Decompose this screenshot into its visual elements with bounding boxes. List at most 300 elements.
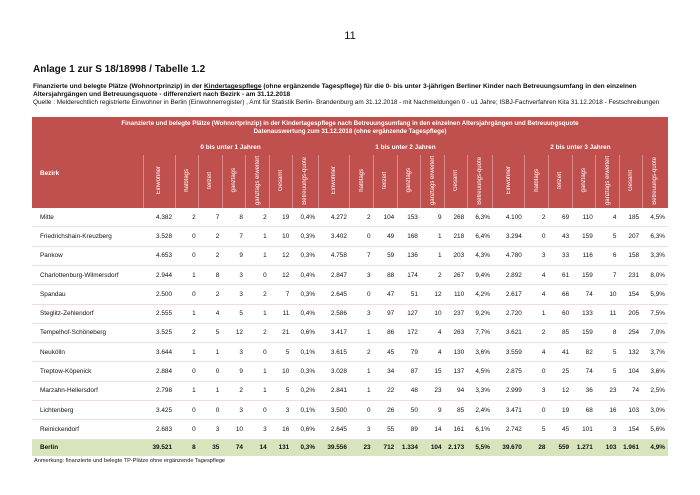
table-cell: 85 [548,323,572,342]
table-cell: 0 [350,285,374,304]
column-header-label: Gesamt [277,170,284,192]
table-cell: 2 [199,285,223,304]
table-cell: 0 [350,401,374,420]
table-cell: 74 [572,285,596,304]
table-cell: 0,1% [292,343,318,362]
column-header-ganztags-erweitert-age1 [421,155,445,208]
table-cell: 5,5% [467,439,493,456]
table-cell: 130 [445,343,468,362]
table-cell: 4.780 [493,246,525,265]
table-cell: 3.528 [143,227,175,246]
table-cell: 12 [270,246,293,265]
table-cell: 1 [175,381,199,400]
table-cell: 3,7% [642,343,668,362]
table-cell: 4 [525,285,549,304]
column-header-teilzeit-age2 [548,155,572,208]
column-header-ganztags-age1 [397,155,421,208]
column-header-gesamt-age2 [619,155,642,208]
table-cell: 8,0% [642,265,668,284]
table-cell: 9 [222,246,246,265]
table-cell: 1 [175,304,199,323]
table-cell: 1 [350,381,374,400]
district-name-cell: Friedrichshain-Kreuzberg [32,227,143,246]
table-row [32,304,668,323]
table-cell: 2.555 [143,304,175,323]
table-cell: 1 [421,227,445,246]
table-cell: 66 [548,285,572,304]
column-header-teilzeit-age0 [199,155,223,208]
table-cell: 8 [222,208,246,227]
column-header-label: ganztags erweitert [429,156,436,206]
table-cell: 0,3% [292,439,318,456]
table-cell: 2.875 [493,362,525,381]
table-cell: 4.100 [493,208,525,227]
table-cell: 10 [270,227,293,246]
table-cell: 3,0% [642,401,668,420]
table-cell: 26 [374,401,398,420]
table-cell: 4,2% [467,285,493,304]
table-cell: 1.271 [572,439,596,456]
table-cell: 5 [596,362,620,381]
table-cell: 2 [350,343,374,362]
column-header-einwohner-age1 [318,155,350,208]
table-cell: 154 [619,285,642,304]
table-cell: 263 [445,323,468,342]
table-cell: 6,1% [467,420,493,439]
table-cell: 7,0% [642,323,668,342]
table-row [32,208,668,227]
table-cell: 101 [572,420,596,439]
table-cell: 11 [270,304,293,323]
table-cell: 5 [525,420,549,439]
table-cell: 174 [397,265,421,284]
table-cell: 6,4% [467,227,493,246]
table-cell: 203 [445,246,468,265]
table-cell: 9,2% [467,304,493,323]
table-cell: 16 [270,420,293,439]
table-cell: 94 [445,381,468,400]
table-cell: 7 [596,265,620,284]
table-cell: 9 [421,208,445,227]
table-cell: 3.028 [318,362,350,381]
table-cell: 103 [619,401,642,420]
district-name-cell: Treptow-Köpenick [32,362,143,381]
table-cell: 3,6% [642,362,668,381]
table-cell: 4,5% [467,362,493,381]
table-cell: 6,3% [642,227,668,246]
table-cell: 49 [374,227,398,246]
table-cell: 104 [374,208,398,227]
table-cell: 4 [596,208,620,227]
table-cell: 3 [222,343,246,362]
table-cell: 5 [199,323,223,342]
table-cell: 2 [175,323,199,342]
table-cell: 7,7% [467,323,493,342]
table-cell: 104 [619,362,642,381]
table-row [32,343,668,362]
table-cell: 1 [246,246,270,265]
table-cell: 7 [199,208,223,227]
table-cell: 2 [246,323,270,342]
table-cell: 45 [374,343,398,362]
page-number: 11 [344,30,356,42]
table-cell: 3 [199,420,223,439]
table-cell: 3 [222,285,246,304]
table-description [33,83,673,99]
table-cell: 2.683 [143,420,175,439]
table-cell: 0,4% [292,208,318,227]
table-cell: 0,6% [292,420,318,439]
table-cell: 3 [350,265,374,284]
table-cell: 136 [397,246,421,265]
row-header-bezirk: Bezirk [32,139,143,208]
table-cell: 1 [199,343,223,362]
table-cell: 2.645 [318,285,350,304]
table-row [32,265,668,284]
table-cell: 3 [525,246,549,265]
column-header-halbtags-age2 [525,155,549,208]
table-cell: 5 [222,304,246,323]
table-cell: 9 [421,401,445,420]
table-cell: 74 [619,381,642,400]
table-cell: 8 [596,323,620,342]
table-cell: 159 [572,227,596,246]
column-header-label: Einwohner [505,166,512,195]
table-cell: 19 [548,401,572,420]
column-header-label: ganztags erweitert [254,156,261,206]
district-name-cell: Spandau [32,285,143,304]
column-header-label: halbtags [358,169,365,192]
table-cell: 2.999 [493,381,525,400]
table-cell: 74 [222,439,246,456]
table-row [32,362,668,381]
table-row [32,246,668,265]
table-cell: 2.892 [493,265,525,284]
table-cell: 82 [572,343,596,362]
table-cell: 7 [270,285,293,304]
table-cell: 0 [246,265,270,284]
table-cell: 3,3% [467,381,493,400]
table-cell: 85 [445,401,468,420]
table-body [32,208,668,456]
table-cell: 4 [525,343,549,362]
table-cell: 10 [270,362,293,381]
table-cell: 1.961 [619,439,642,456]
table-cell: 4,5% [642,208,668,227]
table-cell: 0,4% [292,265,318,284]
table-cell: 4,9% [642,439,668,456]
table-cell: 4 [199,304,223,323]
table-cell: 110 [572,208,596,227]
table-cell: 23 [421,381,445,400]
table-cell: 8 [199,265,223,284]
table-cell: 2.586 [318,304,350,323]
table-cell: 168 [397,227,421,246]
table-cell: 1 [246,381,270,400]
table-cell: 3.525 [143,323,175,342]
table-cell: 41 [548,343,572,362]
table-cell: 35 [199,439,223,456]
table-cell: 34 [374,362,398,381]
table-cell: 5 [270,343,293,362]
table-cell: 116 [572,246,596,265]
table-cell: 153 [397,208,421,227]
column-header-label: ganztags erweitert [604,156,611,206]
table-row [32,381,668,400]
table-cell: 131 [270,439,293,456]
table-cell: 2,4% [467,401,493,420]
district-name-cell: Marzahn-Hellersdorf [32,381,143,400]
table-cell: 61 [548,265,572,284]
table-cell: 16 [596,401,620,420]
district-name-cell: Steglitz-Zehlendorf [32,304,143,323]
table-cell: 2.500 [143,285,175,304]
table-cell: 0 [525,362,549,381]
table-cell: 3.425 [143,401,175,420]
table-cell: 55 [374,420,398,439]
table-cell: 267 [445,265,468,284]
table-cell: 4 [525,265,549,284]
description-underlined: Kindertagespflege [203,83,262,90]
district-name-cell: Reinickendorf [32,420,143,439]
table-cell: 2.944 [143,265,175,284]
table-cell: 2.720 [493,304,525,323]
table-cell: 133 [572,304,596,323]
table-cell: 1 [175,265,199,284]
column-header-label: Gesamt [452,170,459,192]
table-cell: 15 [421,362,445,381]
table-cell: 0,1% [292,401,318,420]
table-cell: 6,3% [467,208,493,227]
table-cell: 231 [619,265,642,284]
group-header-age0: 0 bis unter 1 Jahren [143,139,318,155]
table-cell: 0 [175,362,199,381]
table-cell: 2.841 [318,381,350,400]
table-cell: 0 [350,227,374,246]
table-cell: 1 [350,323,374,342]
table-cell: 4 [421,323,445,342]
table-cell: 7,5% [642,304,668,323]
table-cell: 0 [525,401,549,420]
table-cell: 3 [596,420,620,439]
table-cell: 3 [222,401,246,420]
table-cell: 3 [350,304,374,323]
table-footnote: Anmerkung: finanzierte und belegte TP-Plätze ohne ergänzende Tagespflege [34,457,226,464]
table-cell: 268 [445,208,468,227]
table-cell: 559 [548,439,572,456]
table-cell: 1 [525,304,549,323]
column-header-label: halbtags [533,169,540,192]
table-cell: 2 [222,381,246,400]
district-name-cell: Tempelhof-Schöneberg [32,323,143,342]
table-cell: 51 [397,285,421,304]
table-cell: 0 [199,362,223,381]
group-header-row [32,139,668,155]
table-cell: 12 [270,265,293,284]
table-cell: 45 [548,420,572,439]
table-cell: 3.500 [318,401,350,420]
table-cell: 33 [548,246,572,265]
table-cell: 39.556 [318,439,350,456]
table-cell: 2 [199,246,223,265]
column-header-ganztags-erweitert-age2 [596,155,620,208]
table-cell: 87 [397,362,421,381]
column-header-betreuungsquote-age0 [292,155,318,208]
table-cell: 2 [246,285,270,304]
table-cell: 89 [397,420,421,439]
column-header-einwohner-age2 [493,155,525,208]
table-cell: 254 [619,323,642,342]
table-cell: 5,6% [642,420,668,439]
table-cell: 0 [175,227,199,246]
table-cell: 11 [596,304,620,323]
table-cell: 5,9% [642,285,668,304]
table-cell: 159 [572,265,596,284]
table-cell: 12 [222,323,246,342]
table-cell: 28 [525,439,549,456]
column-header-ganztags-age2 [572,155,596,208]
banner-line-2: Datenauswertung zum 31.12.2018 (ohne ergänzende Tagespflege) [253,128,447,135]
group-header-age2: 2 bis unter 3 Jahren [493,139,668,155]
table-cell: 4.653 [143,246,175,265]
table-cell: 1 [350,362,374,381]
table-cell: 25 [548,362,572,381]
table-cell: 68 [572,401,596,420]
table-cell: 3 [222,265,246,284]
table-row [32,420,668,439]
table-cell: 3 [350,420,374,439]
column-header-label: teilzeit [382,172,389,190]
table-cell: 0 [175,420,199,439]
column-header-gesamt-age0 [270,155,293,208]
table-cell: 8 [175,439,199,456]
table-cell: 59 [374,246,398,265]
table-cell: 0 [199,401,223,420]
table-cell: 9 [222,362,246,381]
table-cell: 36 [572,381,596,400]
table-cell: 0 [525,227,549,246]
table-cell: 12 [548,381,572,400]
table-cell: 2.645 [318,420,350,439]
table-cell: 50 [397,401,421,420]
table-cell: 88 [374,265,398,284]
table-banner [32,117,668,139]
table-cell: 161 [445,420,468,439]
table-cell: 1 [175,343,199,362]
table-cell: 2.884 [143,362,175,381]
table-cell: 5 [596,227,620,246]
table-cell: 10 [421,304,445,323]
table-cell: 3.559 [493,343,525,362]
table-cell: 3.417 [318,323,350,342]
table-row [32,285,668,304]
description-text-pre: Finanzierte und belegte Plätze (Wohnortprinzip) in der [33,83,204,90]
table-cell: 47 [374,285,398,304]
table-cell: 10 [596,285,620,304]
table-cell: 39.521 [143,439,175,456]
table-cell: 0 [246,343,270,362]
table-cell: 3 [270,401,293,420]
table-cell: 1 [246,362,270,381]
table-cell: 1 [199,381,223,400]
document-heading: Anlage 1 zur S 18/18998 / Tabelle 1.2 [33,64,206,75]
table-cell: 132 [619,343,642,362]
column-header-label: Gesamt [627,170,634,192]
table-cell: 712 [374,439,398,456]
column-header-label: Einwohner [156,166,163,195]
table-cell: 2.798 [143,381,175,400]
table-cell: 4 [421,343,445,362]
total-row [32,439,668,456]
statistics-table [32,139,668,456]
table-cell: 127 [397,304,421,323]
table-cell: 7 [222,227,246,246]
table-cell: 7 [350,246,374,265]
table-cell: 23 [350,439,374,456]
table-cell: 185 [619,208,642,227]
table-cell: 39.670 [493,439,525,456]
table-cell: 1 [246,304,270,323]
column-header-halbtags-age1 [350,155,374,208]
column-header-label: halbtags [183,169,190,192]
table-cell: 5 [596,343,620,362]
column-header-label: ganztags [231,168,238,193]
table-cell: 14 [421,420,445,439]
group-header-age1: 1 bis unter 2 Jahren [318,139,493,155]
table-cell: 159 [572,323,596,342]
table-cell: 14 [246,439,270,456]
table-cell: 2.173 [445,439,468,456]
district-name-cell: Mitte [32,208,143,227]
description-text-post: (ohne ergänzende Tagespflege) für die 0- bis unter 3-jährigen Berliner Kinder nach Betreuungsumfang in den einzelnen Altersjahrgängen und Betreuungsquote - differenziert nach Bezirk - am 31.12.2018 [33,83,637,98]
table-cell: 2 [350,208,374,227]
column-header-label: Betreuungs-quote [652,156,659,205]
table-cell: 60 [548,304,572,323]
table-cell: 2.742 [493,420,525,439]
table-cell: 4.382 [143,208,175,227]
table-cell: 0,3% [292,246,318,265]
district-name-cell: Neukölln [32,343,143,362]
table-cell: 97 [374,304,398,323]
column-header-label: ganztags [406,168,413,193]
table-cell: 86 [374,323,398,342]
column-header-label: Betreuungs-quote [477,156,484,205]
district-name-cell: Pankow [32,246,143,265]
table-cell: 0 [246,401,270,420]
table-cell: 2 [246,208,270,227]
table-cell: 2 [175,208,199,227]
table-cell: 2,5% [642,381,668,400]
table-cell: 3,6% [467,343,493,362]
district-name-cell: Charlottenburg-Wilmersdorf [32,265,143,284]
table-cell: 4,3% [467,246,493,265]
source-note: Quelle : Melderechtlich registrierte Einwohner in Berlin (Einwohnerregister) , Amt für Statistik Berlin- Brandenburg am 31.12.2018 - mit Nachmeldungen 0 - u1 Jahre; ISBJ-Fachverfahren Kita 31.12.2018 - Festschreibungen [33,99,660,106]
table-cell: 104 [421,439,445,456]
table-cell: 0 [175,401,199,420]
table-cell: 2 [525,208,549,227]
table-cell: 218 [445,227,468,246]
table-cell: 3.471 [493,401,525,420]
table-cell: 137 [445,362,468,381]
table-cell: 2 [421,265,445,284]
column-header-label: teilzeit [207,172,214,190]
table-cell: 69 [548,208,572,227]
table-cell: 23 [596,381,620,400]
column-header-betreuungsquote-age1 [467,155,493,208]
table-cell: 110 [445,285,468,304]
table-cell: 0,4% [292,304,318,323]
column-header-label: ganztags [580,168,587,193]
